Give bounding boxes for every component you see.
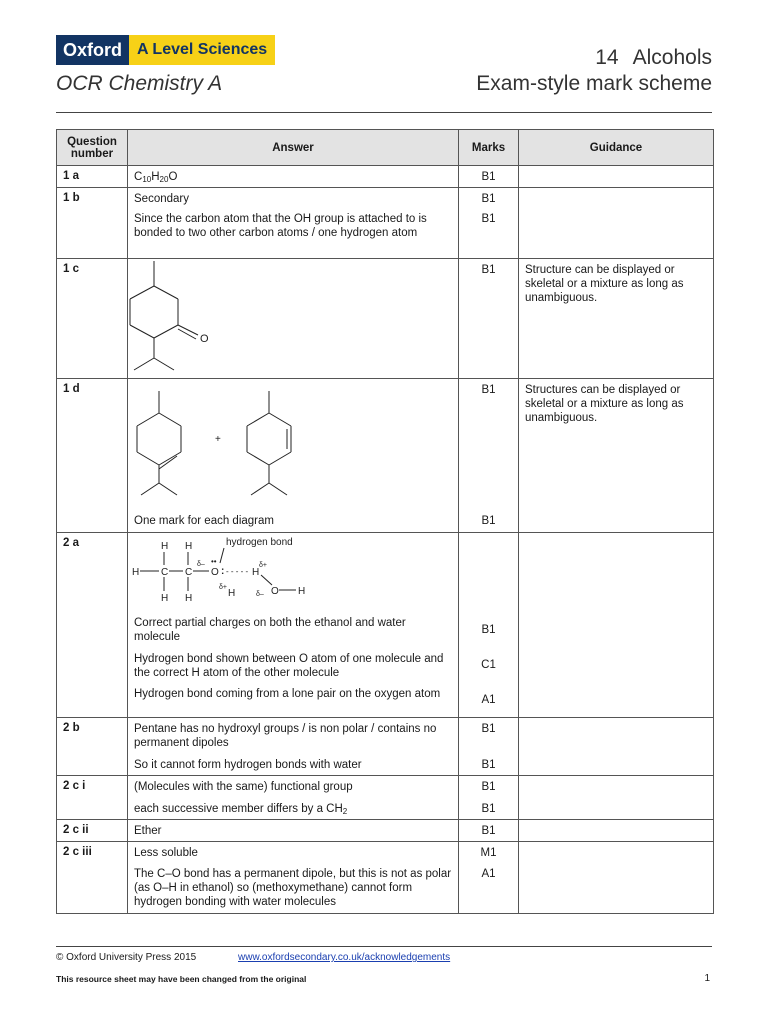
hydrogen-bond-dashes: - - - - - bbox=[226, 567, 249, 576]
subject-title: OCR Chemistry A bbox=[56, 72, 223, 95]
answer-cell bbox=[128, 842, 459, 914]
answer-text-main: each successive member differs by a CH bbox=[134, 803, 343, 815]
mark-value: B1 bbox=[481, 759, 496, 771]
answer-cell bbox=[128, 718, 459, 776]
atom-h: H bbox=[298, 586, 306, 597]
table-header-row bbox=[57, 130, 714, 166]
delta-plus-label: δ+ bbox=[219, 584, 227, 591]
answer-cell bbox=[128, 259, 459, 379]
question-number: 1 b bbox=[57, 188, 128, 259]
guidance-cell bbox=[519, 842, 714, 914]
chapter-heading bbox=[595, 46, 712, 70]
brand-series: A Level Sciences bbox=[129, 35, 275, 65]
table-row bbox=[57, 166, 714, 188]
atom-o: O bbox=[271, 586, 279, 597]
atom-c: C bbox=[185, 567, 193, 578]
guidance-cell: Structure can be displayed or skeletal or a mixture as long as unambiguous. bbox=[519, 259, 714, 379]
oxygen-label: O bbox=[200, 333, 209, 345]
alkene-structures-diagram bbox=[128, 379, 328, 501]
answer-text: Ether bbox=[134, 825, 162, 837]
answer-text: Correct partial charges on both the ethanol and water molecule bbox=[134, 617, 406, 643]
delta-plus-label: δ+ bbox=[259, 562, 267, 569]
guidance-cell: Structures can be displayed or skeletal or a mixture as long as unambiguous. bbox=[519, 379, 714, 533]
atom-h: H bbox=[252, 567, 260, 578]
marks-cell bbox=[459, 718, 519, 776]
formula-c: C bbox=[134, 171, 143, 183]
table-row bbox=[57, 776, 714, 820]
brand-logo bbox=[56, 35, 275, 65]
mark-scheme-table bbox=[56, 129, 714, 914]
answer-text: So it cannot form hydrogen bonds with water bbox=[134, 759, 362, 771]
atom-h: H bbox=[185, 541, 193, 552]
header-answer: Answer bbox=[128, 130, 459, 166]
question-number: 2 c iii bbox=[57, 842, 128, 914]
mark-value: B1 bbox=[481, 171, 496, 183]
marks-cell bbox=[459, 188, 519, 259]
question-number: 1 c bbox=[57, 259, 128, 379]
mark-value: B1 bbox=[481, 723, 496, 735]
question-number: 2 c i bbox=[57, 776, 128, 820]
answer-cell bbox=[128, 379, 459, 533]
formula-text bbox=[128, 170, 458, 187]
header-divider bbox=[56, 112, 712, 113]
mark-value: C1 bbox=[481, 659, 496, 671]
table-row bbox=[57, 533, 714, 718]
marks-cell bbox=[459, 533, 519, 718]
header-marks: Marks bbox=[459, 130, 519, 166]
atom-h: H bbox=[228, 588, 236, 599]
mark-value: B1 bbox=[481, 781, 496, 793]
formula-subscript: 2 bbox=[342, 807, 348, 816]
guidance-cell bbox=[519, 533, 714, 718]
answer-text: Hydrogen bond coming from a lone pair on the oxygen atom bbox=[134, 688, 441, 700]
mark-value: A1 bbox=[481, 868, 496, 880]
guidance-cell bbox=[519, 820, 714, 842]
mark-value: B1 bbox=[481, 624, 496, 636]
answer-text: Secondary bbox=[134, 193, 189, 205]
guidance-cell bbox=[519, 166, 714, 188]
header-question: Question number bbox=[57, 130, 128, 166]
resource-note: This resource sheet may have been changed from the original bbox=[56, 974, 307, 984]
delta-minus-label: δ– bbox=[197, 561, 205, 568]
marks-cell bbox=[459, 776, 519, 820]
lone-pair-colon: : bbox=[221, 566, 225, 577]
copyright-text: © Oxford University Press 2015 bbox=[56, 952, 197, 963]
header-guidance: Guidance bbox=[519, 130, 714, 166]
answer-text: Since the carbon atom that the OH group is attached to is bonded to two other carbon atoms / one hydrogen atom bbox=[134, 213, 427, 239]
table-row bbox=[57, 379, 714, 533]
table-row bbox=[57, 718, 714, 776]
formula-o: O bbox=[168, 171, 178, 183]
lone-pair-dots: •• bbox=[211, 557, 217, 566]
answer-cell bbox=[128, 776, 459, 820]
question-number: 2 b bbox=[57, 718, 128, 776]
marks-cell bbox=[459, 842, 519, 914]
hydrogen-bond-diagram bbox=[128, 533, 328, 607]
answer-text: Less soluble bbox=[134, 847, 198, 859]
footer-divider bbox=[56, 946, 712, 947]
answer-cell bbox=[128, 188, 459, 259]
answer-cell bbox=[128, 166, 459, 188]
chapter-title: Alcohols bbox=[632, 46, 712, 69]
question-number: 1 a bbox=[57, 166, 128, 188]
table-row bbox=[57, 259, 714, 379]
table-row bbox=[57, 842, 714, 914]
formula-sub-20: 20 bbox=[159, 175, 169, 184]
delta-minus-label: δ– bbox=[256, 591, 264, 598]
formula-sub-10: 10 bbox=[142, 175, 152, 184]
table-row bbox=[57, 188, 714, 259]
atom-h: H bbox=[185, 593, 193, 604]
atom-o: O bbox=[211, 567, 219, 578]
scheme-title: Exam-style mark scheme bbox=[476, 72, 712, 95]
answer-text bbox=[128, 802, 458, 819]
mark-value: B1 bbox=[481, 515, 496, 527]
question-number: 2 a bbox=[57, 533, 128, 718]
question-number: 1 d bbox=[57, 379, 128, 533]
answer-text: (Molecules with the same) functional group bbox=[134, 781, 353, 793]
mark-value: B1 bbox=[481, 213, 496, 225]
table-row bbox=[57, 820, 714, 842]
atom-c: C bbox=[161, 567, 169, 578]
marks-cell bbox=[459, 379, 519, 533]
answer-text: Hydrogen bond shown between O atom of one molecule and the correct H atom of the other molecule bbox=[134, 653, 444, 679]
mark-value: B1 bbox=[481, 193, 496, 205]
guidance-cell bbox=[519, 188, 714, 259]
acknowledgements-link[interactable]: www.oxfordsecondary.co.uk/acknowledgements bbox=[238, 952, 451, 963]
marks-cell bbox=[459, 259, 519, 379]
guidance-cell bbox=[519, 776, 714, 820]
guidance-cell bbox=[519, 718, 714, 776]
marks-cell bbox=[459, 166, 519, 188]
atom-h: H bbox=[161, 541, 169, 552]
atom-h: H bbox=[132, 567, 140, 578]
answer-text: One mark for each diagram bbox=[134, 515, 274, 527]
marks-cell bbox=[459, 820, 519, 842]
hydrogen-bond-label: hydrogen bond bbox=[226, 537, 293, 548]
answer-cell bbox=[128, 820, 459, 842]
question-number: 2 c ii bbox=[57, 820, 128, 842]
atom-h: H bbox=[161, 593, 169, 604]
mark-value: B1 bbox=[481, 384, 496, 396]
page-number: 1 bbox=[704, 973, 710, 984]
mark-value: M1 bbox=[480, 847, 497, 859]
answer-text: The C–O bond has a permanent dipole, but this is not as polar (as O–H in ethanol) so (methoxymethane) cannot form hydrogen bonding with water molecules bbox=[134, 868, 452, 908]
ketone-structure-diagram bbox=[128, 259, 248, 375]
brand-oxford: Oxford bbox=[56, 35, 129, 65]
mark-value: B1 bbox=[481, 825, 496, 837]
answer-cell bbox=[128, 533, 459, 718]
formula-h: H bbox=[151, 171, 160, 183]
mark-value: B1 bbox=[481, 264, 496, 276]
mark-value: A1 bbox=[481, 694, 496, 706]
mark-value: B1 bbox=[481, 803, 496, 815]
chapter-number: 14 bbox=[595, 46, 619, 69]
answer-text: Pentane has no hydroxyl groups / is non polar / contains no permanent dipoles bbox=[134, 723, 437, 749]
plus-sign: + bbox=[215, 434, 221, 445]
